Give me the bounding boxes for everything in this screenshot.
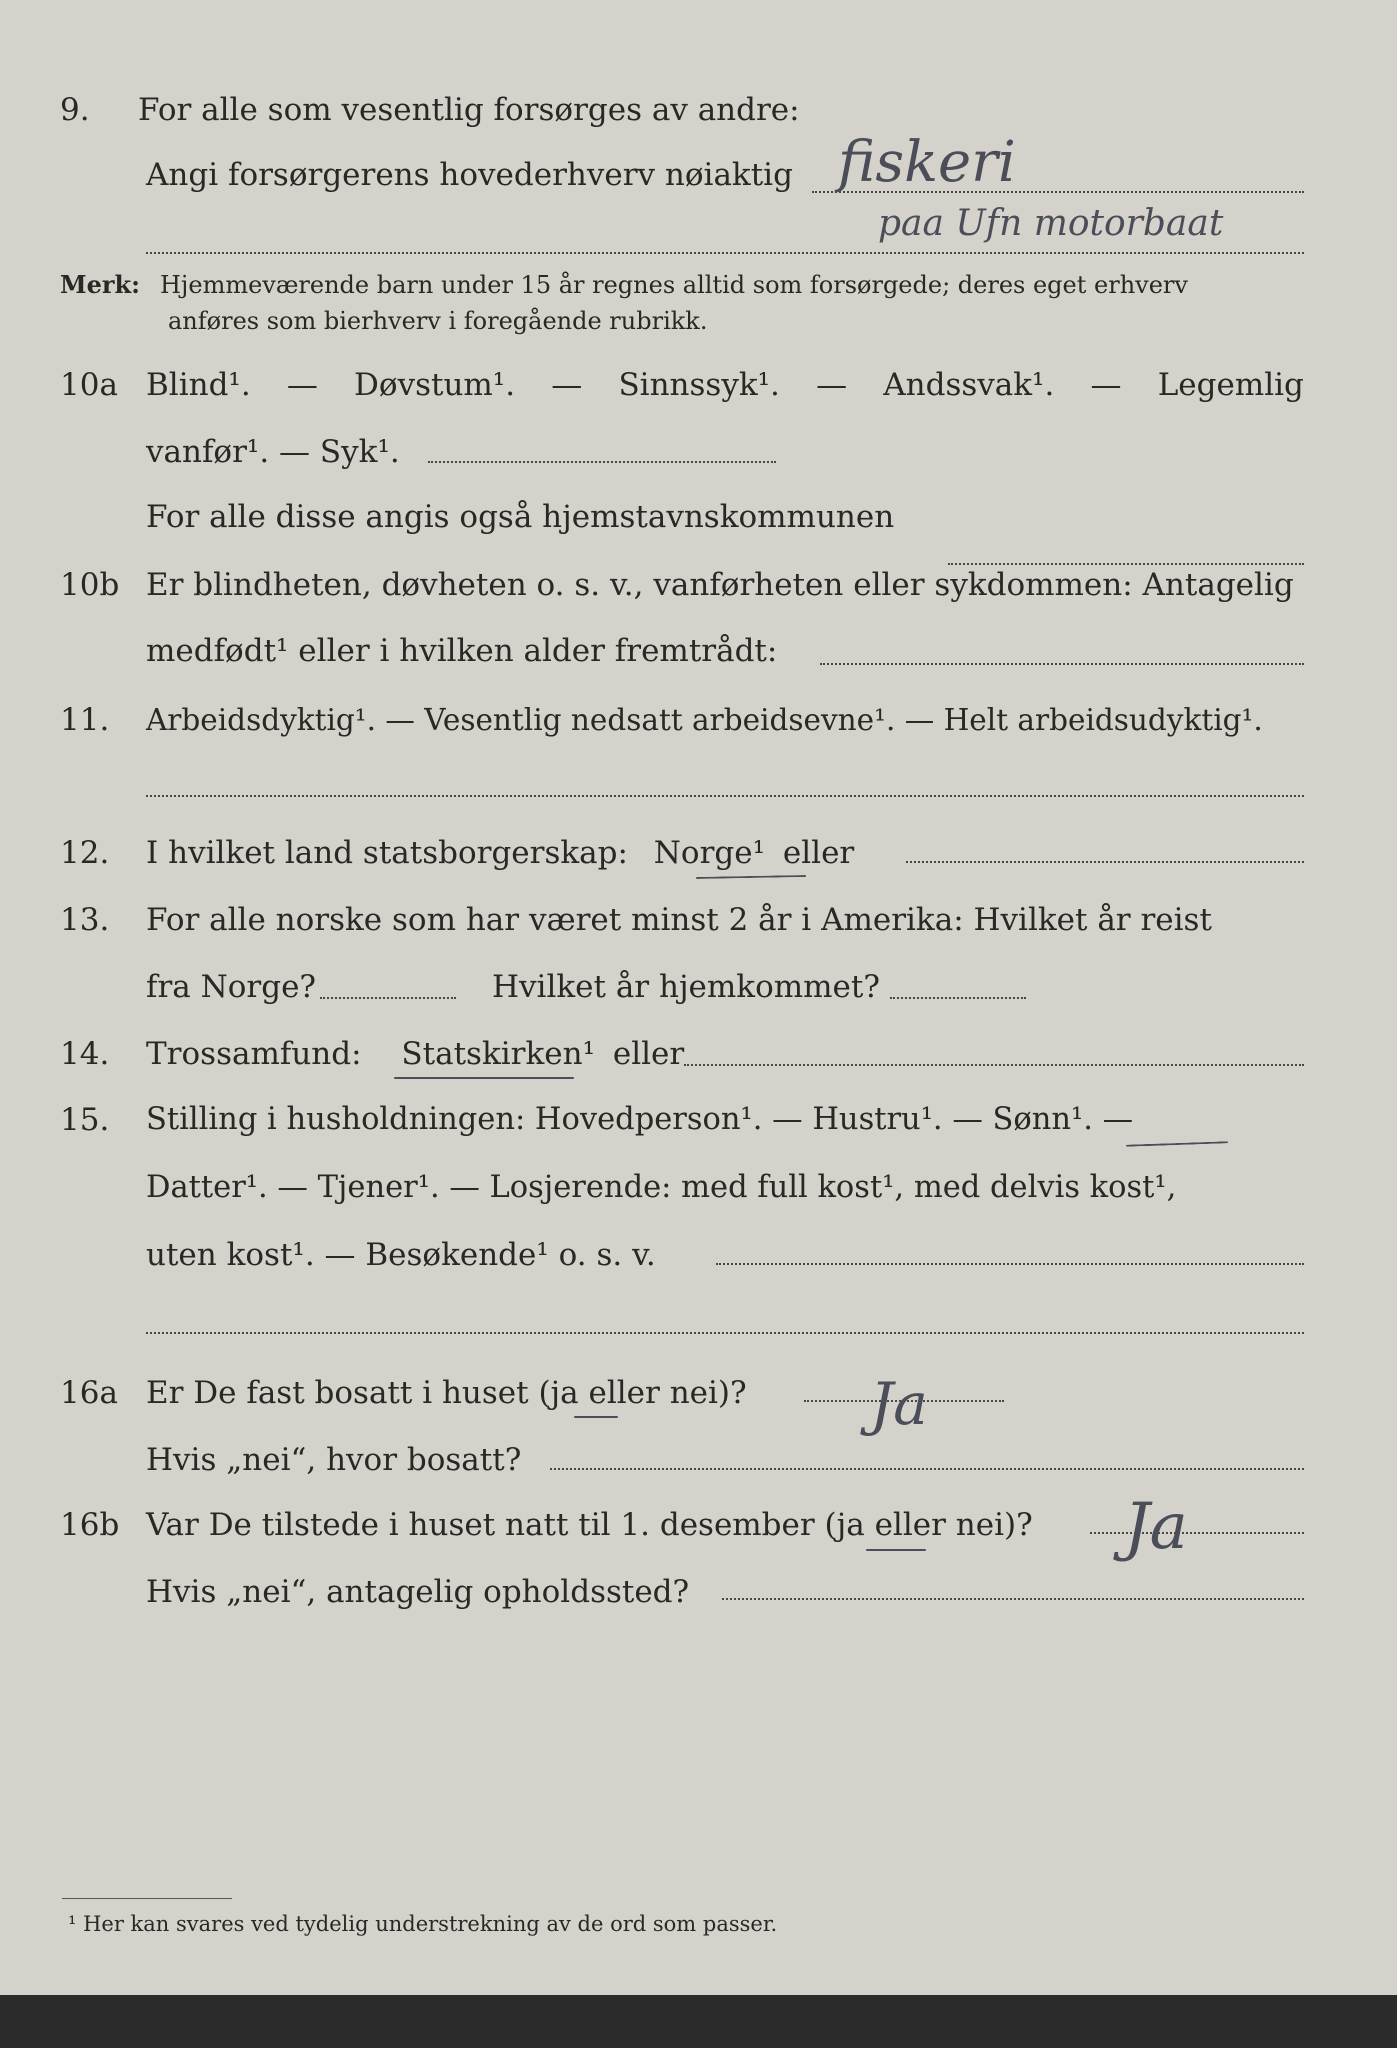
q16a-bosatt-line: [550, 1468, 1304, 1470]
q16b-handwritten-answer: Ja: [1124, 1490, 1188, 1564]
q10a-syk-line: [428, 461, 776, 463]
footnote: ¹ Her kan svares ved tydelig understrekning av de ord som passer.: [68, 1912, 778, 1936]
q14-answer-line: [684, 1064, 1304, 1066]
q15-line-1: Stilling i husholdningen: Hovedperson¹. — Hustru¹. — Sønn¹. —: [146, 1102, 1134, 1137]
q15-line-2: Datter¹. — Tjener¹. — Losjerende: med full kost¹, med delvis kost¹,: [146, 1170, 1177, 1205]
q16b-answer-line: [1090, 1532, 1304, 1534]
q16a-handwritten-answer: Ja: [870, 1370, 928, 1438]
q11-line-1: Arbeidsdyktig¹. — Vesentlig nedsatt arbeidsevne¹. — Helt arbeidsudyktig¹.: [146, 703, 1263, 737]
q14-statskirken-option: Statskirken¹: [401, 1036, 595, 1072]
q10a-legemlig: Legemlig: [1157, 367, 1304, 403]
q10b-line-2: medfødt¹ eller i hvilken alder fremtrådt:: [146, 633, 778, 669]
q12-prompt: I hvilket land statsborgerskap:: [146, 835, 628, 871]
q9-line-1: For alle som vesentlig forsørges av andre:: [138, 92, 800, 128]
q10a-dash: —: [816, 367, 848, 403]
q12-answer-line: [906, 861, 1304, 863]
q10a-dash: —: [551, 367, 583, 403]
q9-answer-line-2: [146, 252, 1304, 254]
q13-reist-line: [320, 997, 456, 999]
q16b-ja-underline: [866, 1549, 926, 1551]
merk-text-1: Hjemmeværende barn under 15 år regnes alltid som forsørgede; deres eget erhverv: [160, 271, 1188, 299]
q10a-line-2: vanfør¹. — Syk¹.: [146, 434, 400, 470]
q16a-line-1: Er De fast bosatt i huset (ja eller nei)?: [146, 1375, 747, 1411]
scan-edge: [0, 1995, 1397, 2048]
q16b-line-2: Hvis „nei“, antagelig opholdssted?: [146, 1574, 690, 1610]
q15-line-3: uten kost¹. — Besøkende¹ o. s. v.: [146, 1237, 656, 1273]
q10a-andssvak: Andssvak¹.: [883, 367, 1055, 403]
q11-number: 11.: [60, 702, 110, 738]
q13-line-2a: fra Norge?: [146, 969, 317, 1005]
q16b-opholdssted-line: [722, 1598, 1304, 1600]
q13-row-2: [0, 967, 1397, 1027]
q15-answer-line: [716, 1263, 1304, 1265]
q10b-row-1: [0, 565, 1397, 625]
q10a-number: 10a: [60, 367, 118, 403]
q10a-dash: —: [1090, 367, 1122, 403]
q13-row-1: [0, 900, 1397, 960]
q12-eller: eller: [782, 835, 855, 871]
q11-answer-line: [146, 795, 1304, 797]
q14-statskirken-underline: [394, 1077, 574, 1079]
q9-handwritten-answer-2: paa Ufn motorbaat: [878, 203, 1224, 244]
q16a-ja-underline: [574, 1416, 618, 1418]
q10b-answer-line: [820, 663, 1304, 665]
q13-line-1: For alle norske som har været minst 2 år i Amerika: Hvilket år reist: [146, 902, 1212, 938]
q14-line-1: [146, 1034, 684, 1074]
q14-eller: eller: [612, 1036, 685, 1072]
q9-number: 9.: [60, 92, 90, 128]
q10a-row-3: [0, 497, 1397, 557]
q14-number: 14.: [60, 1036, 110, 1072]
q10a-dash: —: [286, 367, 318, 403]
q12-line-1: [146, 833, 854, 873]
q10b-number: 10b: [60, 567, 120, 603]
q16a-line-2: Hvis „nei“, hvor bosatt?: [146, 1442, 522, 1478]
q13-hjemkommet-line: [890, 997, 1026, 999]
q10a-sinnssyk: Sinnssyk¹.: [618, 367, 780, 403]
q10a-blind: Blind¹.: [146, 367, 251, 403]
q12-row-1: [0, 833, 1397, 893]
q10a-line-3: For alle disse angis også hjemstavnskommunen: [146, 499, 895, 535]
q16b-row-2: [0, 1572, 1397, 1632]
q10a-line-1: [146, 365, 1304, 405]
q10b-line-1: Er blindheten, døvheten o. s. v., vanførheten eller sykdommen: Antagelig: [146, 567, 1294, 603]
q16a-number: 16a: [60, 1375, 118, 1411]
merk-text-2: anføres som bierhverv i foregående rubrikk.: [168, 307, 708, 335]
q16b-line-1: Var De tilstede i huset natt til 1. desember (ja eller nei)?: [146, 1507, 1033, 1543]
q9-line-2: Angi forsørgerens hovederhverv nøiaktig: [146, 157, 793, 193]
q11-row-1: [0, 700, 1397, 760]
merk-label: Merk:: [60, 270, 140, 299]
q10a-row-1: [0, 365, 1397, 425]
q15-row-1: [0, 1100, 1397, 1160]
q16a-row-1: [0, 1373, 1397, 1433]
q14-prompt: Trossamfund:: [146, 1036, 362, 1072]
q9-handwritten-answer-1: fiskeri: [838, 130, 1016, 195]
q16b-number: 16b: [60, 1507, 120, 1543]
q15-number: 15.: [60, 1102, 110, 1138]
footnote-rule: [62, 1898, 232, 1899]
q15-row-2: [0, 1168, 1397, 1228]
q13-number: 13.: [60, 902, 110, 938]
q15-row-3: [0, 1235, 1397, 1295]
q10b-row-2: [0, 631, 1397, 691]
q15-answer-line-2: [146, 1332, 1304, 1334]
q12-number: 12.: [60, 835, 110, 871]
q9-row-1: [0, 90, 1397, 150]
q12-norge-option: Norge¹: [653, 835, 766, 871]
q10a-dovstum: Døvstum¹.: [354, 367, 516, 403]
q13-line-2b: Hvilket år hjemkommet?: [492, 969, 880, 1005]
